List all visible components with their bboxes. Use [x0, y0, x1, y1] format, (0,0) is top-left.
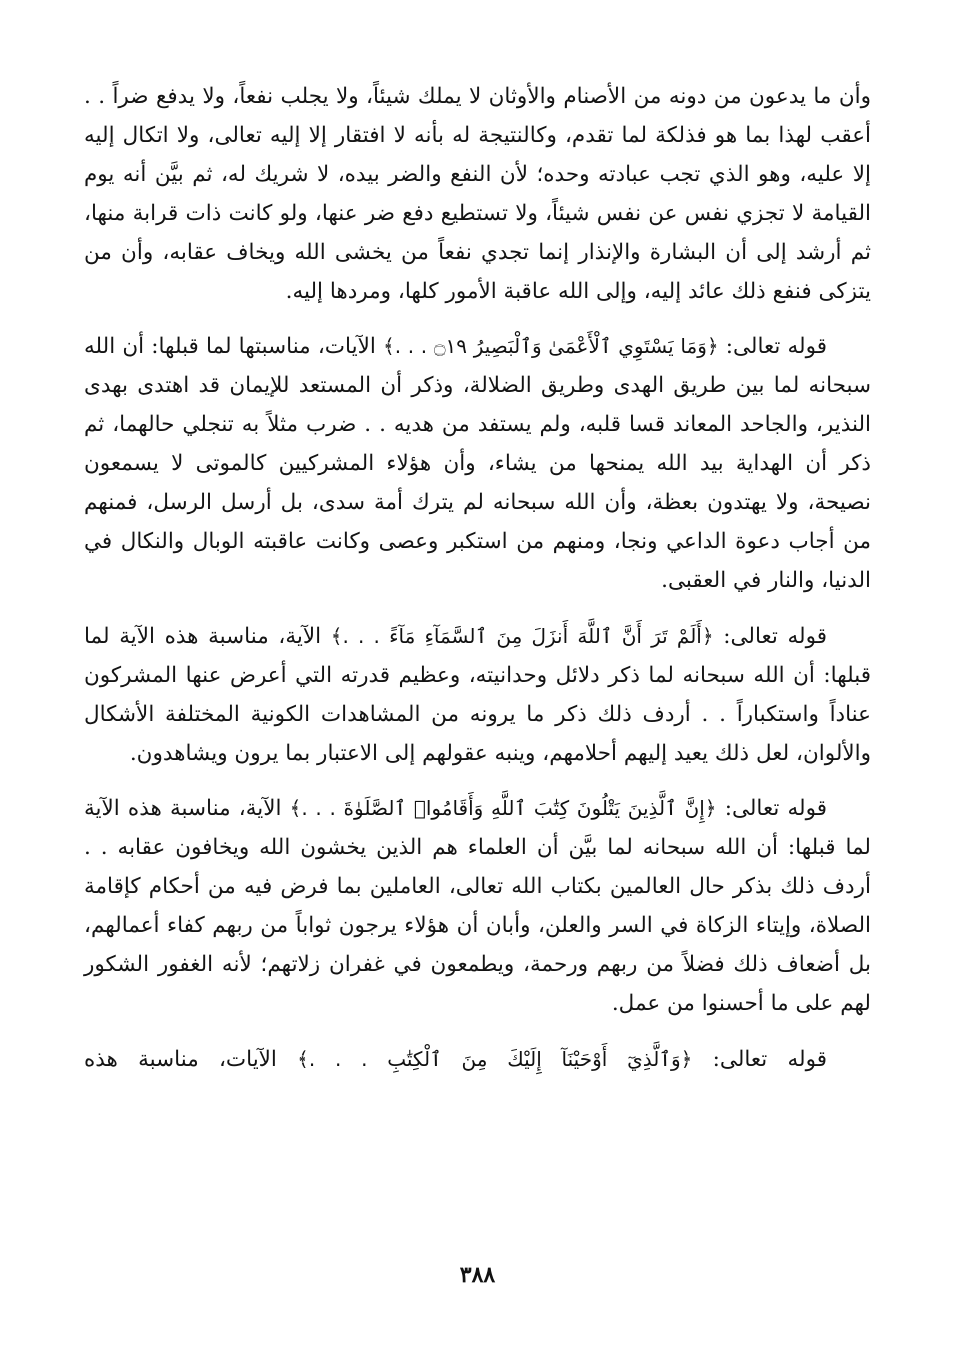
paragraph-text: الآية، مناسبة هذه الآية لما قبلها: أن الله سبحانه لما بيَّن أن العلماء هم الذين يخشون الله ويخافون عقابه . . أردف ذلك بذكر حال العالمين بكتاب الله تعالى، العاملين بما فرض فيه من أحكام كإقامة الصلاة، وإيتاء الزكاة في السر والعلن، وأبان أن هؤلاء يرجون ثواباً من ربهم كفاء أعمالهم، بل أضعاف ذلك فضلاً من ربهم ورحمة، ويطمعون في غفران زلاتهم؛ لأنه الغفور الشكور لهم على ما أحسنوا من عمل. — [84, 796, 871, 1016]
paragraph-5 — [84, 1040, 871, 1080]
quran-verse: ﴿إِنَّ ٱلَّذِينَ يَتْلُونَ كِتَٰبَ ٱللَّهِ وَأَقَامُوا۟ ٱلصَّلَوٰةَ . . .﴾ — [289, 796, 717, 821]
paragraph-text: الآية، مناسبة هذه الآية لما قبلها: أن الله سبحانه لما ذكر دلائل وحدانيته، وعظيم قدرته التي أعرض عنها المشركون عناداً واستكباراً . . أردف ذلك ذكر ما يرونه من المشاهدات الكونية المختلفة الأشكال والألوان، لعل ذلك يعيد إليهم أحلامهم، وينبه عقولهم إلى الاعتبار بما يرون ويشاهدون. — [84, 623, 871, 766]
page-number: ٣٨٨ — [459, 1262, 496, 1288]
quran-verse: ﴿أَلَمْ تَرَ أَنَّ ٱللَّهَ أَنزَلَ مِنَ ٱلسَّمَآءِ مَآءً . . .﴾ — [330, 623, 714, 648]
paragraph-text: الآيات، مناسبتها لما قبلها: أن الله سبحانه لما بين طريق الهدى وطريق الضلالة، وذكر أن المستعد للإيمان قد اهتدى بهدى النذير، والجاحد المعاند قسا قلبه، ولم يستفد من هديه . . ضرب مثلاً به تنجلي حالهما، ثم ذكر أن الهداية بيد الله يمنحها من يشاء، وأن هؤلاء المشركيين كالموتى لا يسمعون نصيحة، ولا يهتدون بعظة، وأن الله سبحانه لم يترك أمة سدى، بل أرسل الرسل، فمنهم من أجاب دعوة الداعي ونجا، ومنهم من استكبر وعصى وكانت عاقبته الوبال والنكال في الدنيا، والنار في العقبى. — [84, 334, 871, 593]
paragraph-text: الآيات، مناسبة هذه — [84, 1046, 298, 1072]
paragraph-1 — [84, 78, 871, 311]
paragraph-intro: قوله تعالى: — [692, 1046, 827, 1072]
quran-verse: ﴿وَٱلَّذِيٓ أَوْحَيْنَآ إِلَيْكَ مِنَ ٱلْكِتَٰبِ . . .﴾ — [297, 1046, 693, 1071]
paragraph-intro: قوله تعالى: — [718, 334, 827, 360]
paragraph-text: وأن ما يدعون من دونه من الأصنام والأوثان لا يملك شيئاً، ولا يجلب نفعاً، ولا يدفع ضراً . . أعقب لهذا بما هو فذلكة لما تقدم، وكالنتيجة له بأنه لا افتقار إلا إليه تعالى، ولا اتكال إليه إلا عليه، وهو الذي تجب عبادته وحده؛ لأن النفع والضر بيده، لا شريك له، ثم بيَّن أنه يوم القيامة لا تجزي نفس عن نفس شيئاً، ولا تستطيع دفع ضر عنها، ولو كانت ذات قرابة منها، ثم أرشد إلى أن البشارة والإنذار إنما تجدي نفعاً من يخشى الله ويخاف عقابه، وأن من يتزكى فنفع ذلك عائد إليه، وإلى الله عاقبة الأمور كلها، ومردها إليه. — [84, 84, 871, 304]
paragraph-3 — [84, 617, 871, 774]
paragraph-intro: قوله تعالى: — [716, 796, 827, 822]
quran-verse: ﴿وَمَا يَسْتَوِي ٱلْأَعْمَىٰ وَٱلْبَصِيرُ ۝١٩ . . .﴾ — [382, 334, 719, 359]
paragraph-2 — [84, 327, 871, 600]
page-body — [84, 78, 871, 1096]
paragraph-4 — [84, 789, 871, 1023]
paragraph-intro: قوله تعالى: — [713, 623, 827, 649]
